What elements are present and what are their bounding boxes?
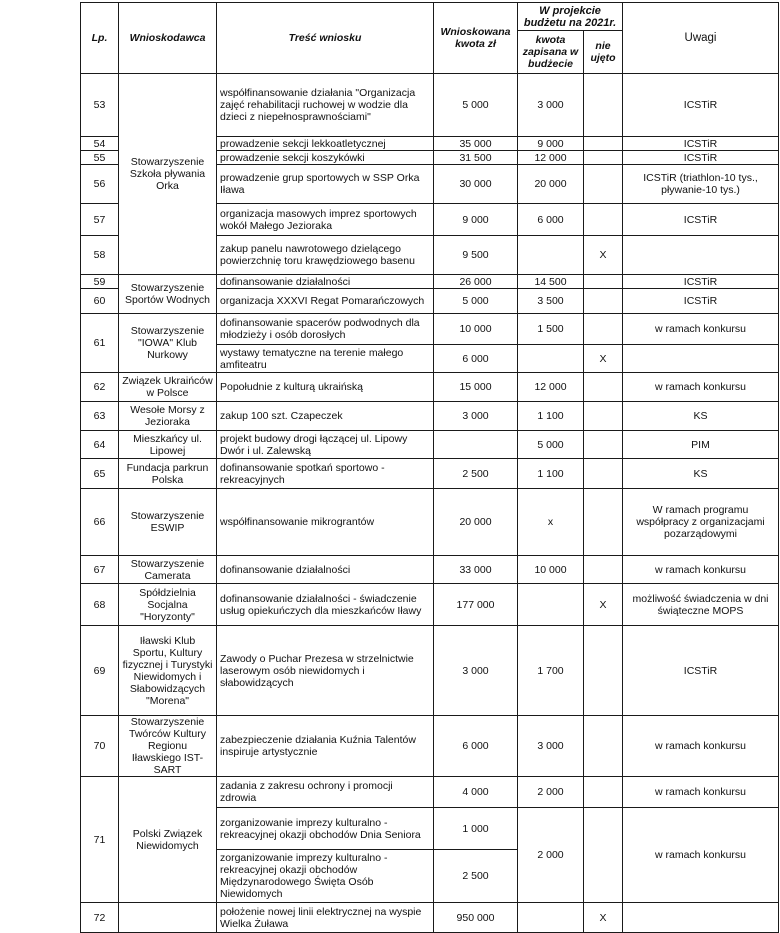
header-requested: Wnioskowana kwota zł	[434, 3, 518, 74]
lp-cell: 69	[81, 626, 119, 716]
lp-cell: 60	[81, 289, 119, 314]
lp-cell: 67	[81, 556, 119, 584]
not-included-cell	[584, 626, 623, 716]
notes-cell: w ramach konkursu	[623, 716, 779, 777]
lp-cell: 64	[81, 431, 119, 459]
notes-cell: PIM	[623, 431, 779, 459]
notes-cell: ICSTiR	[623, 137, 779, 151]
budget-cell: 9 000	[518, 137, 584, 151]
content-cell: położenie nowej linii elektrycznej na wyspie Wielka Żuława	[217, 903, 434, 933]
content-cell: dofinansowanie spotkań sportowo - rekreacyjnych	[217, 459, 434, 489]
budget-cell: 2 000	[518, 777, 584, 808]
content-cell: zakup 100 szt. Czapeczek	[217, 402, 434, 431]
not-included-cell	[584, 289, 623, 314]
not-included-cell	[584, 777, 623, 808]
applicant-cell: Stowarzyszenie Camerata	[119, 556, 217, 584]
applicant-cell: Fundacja parkrun Polska	[119, 459, 217, 489]
notes-cell: ICSTiR	[623, 275, 779, 289]
lp-cell: 53	[81, 74, 119, 137]
budget-requests-table	[80, 2, 779, 933]
not-included-cell	[584, 716, 623, 777]
budget-cell: 12 000	[518, 373, 584, 402]
not-included-cell	[584, 808, 623, 903]
applicant-cell: Stowarzyszenie Twórców Kultury Regionu Iławskiego IST-SART	[119, 716, 217, 777]
table-row	[81, 275, 779, 289]
applicant-cell: Mieszkańcy ul. Lipowej	[119, 431, 217, 459]
header-budget-group: W projekcie budżetu na 2021r.	[518, 3, 623, 31]
applicant-cell: Iławski Klub Sportu, Kultury fizycznej i Turystyki Niewidomych i Słabowidzących "Morena"	[119, 626, 217, 716]
content-cell: Popołudnie z kulturą ukraińską	[217, 373, 434, 402]
header-applicant: Wnioskodawca	[119, 3, 217, 74]
notes-cell	[623, 345, 779, 373]
budget-cell: 3 500	[518, 289, 584, 314]
applicant-cell	[119, 903, 217, 933]
applicant-cell: Polski Związek Niewidomych	[119, 777, 217, 903]
requested-cell: 6 000	[434, 716, 518, 777]
not-included-cell: X	[584, 584, 623, 626]
content-cell: organizacja XXXVI Regat Pomarańczowych	[217, 289, 434, 314]
content-cell: zorganizowanie imprezy kulturalno - rekreacyjnej okazji obchodów Dnia Seniora	[217, 808, 434, 850]
budget-cell	[518, 345, 584, 373]
lp-cell: 59	[81, 275, 119, 289]
not-included-cell	[584, 165, 623, 204]
requested-cell: 1 000	[434, 808, 518, 850]
budget-cell: 1 100	[518, 459, 584, 489]
applicant-cell: Spółdzielnia Socjalna "Horyzonty"	[119, 584, 217, 626]
requested-cell: 9 000	[434, 204, 518, 236]
budget-cell: 10 000	[518, 556, 584, 584]
table-row	[81, 373, 779, 402]
applicant-cell: Związek Ukraińców w Polsce	[119, 373, 217, 402]
notes-cell: w ramach konkursu	[623, 556, 779, 584]
table-row	[81, 556, 779, 584]
budget-cell: x	[518, 489, 584, 556]
not-included-cell	[584, 151, 623, 165]
requested-cell: 2 500	[434, 850, 518, 903]
content-cell: prowadzenie grup sportowych w SSP Orka Iława	[217, 165, 434, 204]
requested-cell: 20 000	[434, 489, 518, 556]
header-content: Treść wniosku	[217, 3, 434, 74]
applicant-cell: Stowarzyszenie ESWIP	[119, 489, 217, 556]
notes-cell: w ramach konkursu	[623, 373, 779, 402]
budget-cell: 1 100	[518, 402, 584, 431]
content-cell: prowadzenie sekcji koszykówki	[217, 151, 434, 165]
requested-cell: 6 000	[434, 345, 518, 373]
content-cell: prowadzenie sekcji lekkoatletycznej	[217, 137, 434, 151]
lp-cell: 58	[81, 236, 119, 275]
table-row	[81, 626, 779, 716]
notes-cell: ICSTiR	[623, 626, 779, 716]
lp-cell: 65	[81, 459, 119, 489]
not-included-cell	[584, 204, 623, 236]
not-included-cell	[584, 137, 623, 151]
budget-cell: 3 000	[518, 74, 584, 137]
requested-cell: 33 000	[434, 556, 518, 584]
requested-cell: 35 000	[434, 137, 518, 151]
lp-cell: 72	[81, 903, 119, 933]
notes-cell: ICSTiR	[623, 204, 779, 236]
lp-cell: 56	[81, 165, 119, 204]
notes-cell: ICSTiR	[623, 289, 779, 314]
lp-cell: 68	[81, 584, 119, 626]
lp-cell: 55	[81, 151, 119, 165]
table-row	[81, 777, 779, 808]
lp-cell: 70	[81, 716, 119, 777]
notes-cell: W ramach programu współpracy z organizacjami pozarządowymi	[623, 489, 779, 556]
requested-cell: 5 000	[434, 74, 518, 137]
lp-cell: 54	[81, 137, 119, 151]
budget-cell: 5 000	[518, 431, 584, 459]
table-row	[81, 903, 779, 933]
header-row	[81, 3, 779, 31]
not-included-cell	[584, 431, 623, 459]
table-row	[81, 74, 779, 137]
applicant-cell: Wesołe Morsy z Jezioraka	[119, 402, 217, 431]
table-row	[81, 402, 779, 431]
table-row	[81, 431, 779, 459]
not-included-cell	[584, 275, 623, 289]
budget-cell: 1 500	[518, 314, 584, 345]
content-cell: Zawody o Puchar Prezesa w strzelnictwie laserowym osób niewidomych i słabowidzących	[217, 626, 434, 716]
requested-cell: 9 500	[434, 236, 518, 275]
lp-cell: 57	[81, 204, 119, 236]
requested-cell: 26 000	[434, 275, 518, 289]
content-cell: dofinansowanie działalności	[217, 556, 434, 584]
notes-cell: w ramach konkursu	[623, 777, 779, 808]
budget-cell: 3 000	[518, 716, 584, 777]
requested-cell	[434, 431, 518, 459]
applicant-cell: Stowarzyszenie "IOWA" Klub Nurkowy	[119, 314, 217, 373]
table-row	[81, 314, 779, 345]
content-cell: współfinansowanie działania "Organizacja zajęć rehabilitacji ruchowej w wodzie dla dzieci z niepełnosprawnościami"	[217, 74, 434, 137]
header-notes: Uwagi	[623, 3, 779, 74]
content-cell: projekt budowy drogi łączącej ul. Lipowy Dwór i ul. Zalewską	[217, 431, 434, 459]
requested-cell: 2 500	[434, 459, 518, 489]
lp-cell: 63	[81, 402, 119, 431]
table-row	[81, 584, 779, 626]
not-included-cell	[584, 459, 623, 489]
budget-cell: 14 500	[518, 275, 584, 289]
header-not-included: nie ujęto	[584, 31, 623, 74]
not-included-cell	[584, 402, 623, 431]
budget-cell: 12 000	[518, 151, 584, 165]
content-cell: zorganizowanie imprezy kulturalno - rekreacyjnej okazji obchodów Międzynarodowego Święta Osób Niewidomych	[217, 850, 434, 903]
notes-cell: w ramach konkursu	[623, 314, 779, 345]
lp-cell: 61	[81, 314, 119, 373]
notes-cell: możliwość świadczenia w dni świąteczne MOPS	[623, 584, 779, 626]
lp-cell: 62	[81, 373, 119, 402]
requested-cell: 10 000	[434, 314, 518, 345]
requested-cell: 4 000	[434, 777, 518, 808]
header-lp: Lp.	[81, 3, 119, 74]
notes-cell: ICSTiR (triathlon-10 tys., pływanie-10 tys.)	[623, 165, 779, 204]
requested-cell: 30 000	[434, 165, 518, 204]
lp-cell: 66	[81, 489, 119, 556]
lp-cell: 71	[81, 777, 119, 903]
budget-cell	[518, 236, 584, 275]
applicant-cell: Stowarzyszenie Sportów Wodnych	[119, 275, 217, 314]
notes-cell: KS	[623, 459, 779, 489]
budget-cell: 2 000	[518, 808, 584, 903]
budget-cell: 6 000	[518, 204, 584, 236]
content-cell: wystawy tematyczne na terenie małego amfiteatru	[217, 345, 434, 373]
table-row	[81, 716, 779, 777]
budget-cell: 20 000	[518, 165, 584, 204]
not-included-cell	[584, 373, 623, 402]
budget-cell	[518, 584, 584, 626]
notes-cell	[623, 903, 779, 933]
header-amount-in-budget: kwota zapisana w budżecie	[518, 31, 584, 74]
budget-cell: 1 700	[518, 626, 584, 716]
notes-cell: ICSTiR	[623, 151, 779, 165]
content-cell: organizacja masowych imprez sportowych wokół Małego Jezioraka	[217, 204, 434, 236]
content-cell: współfinansowanie mikrograntów	[217, 489, 434, 556]
table-row	[81, 459, 779, 489]
requested-cell: 15 000	[434, 373, 518, 402]
content-cell: dofinansowanie działalności - świadczenie usług opiekuńczych dla mieszkańców Iławy	[217, 584, 434, 626]
not-included-cell: X	[584, 345, 623, 373]
budget-cell	[518, 903, 584, 933]
requested-cell: 3 000	[434, 626, 518, 716]
content-cell: zabezpieczenie działania Kuźnia Talentów inspiruje artystycznie	[217, 716, 434, 777]
requested-cell: 3 000	[434, 402, 518, 431]
requested-cell: 5 000	[434, 289, 518, 314]
notes-cell	[623, 236, 779, 275]
not-included-cell	[584, 314, 623, 345]
notes-cell: KS	[623, 402, 779, 431]
notes-cell: ICSTiR	[623, 74, 779, 137]
not-included-cell	[584, 556, 623, 584]
notes-cell: w ramach konkursu	[623, 808, 779, 903]
not-included-cell: X	[584, 236, 623, 275]
not-included-cell: X	[584, 903, 623, 933]
content-cell: zakup panelu nawrotowego dzielącego powierzchnię toru krawędziowego basenu	[217, 236, 434, 275]
requested-cell: 31 500	[434, 151, 518, 165]
not-included-cell	[584, 489, 623, 556]
requested-cell: 950 000	[434, 903, 518, 933]
requested-cell: 177 000	[434, 584, 518, 626]
content-cell: zadania z zakresu ochrony i promocji zdrowia	[217, 777, 434, 808]
content-cell: dofinansowanie spacerów podwodnych dla młodzieży i osób dorosłych	[217, 314, 434, 345]
not-included-cell	[584, 74, 623, 137]
content-cell: dofinansowanie działalności	[217, 275, 434, 289]
table-row	[81, 489, 779, 556]
applicant-cell: Stowarzyszenie Szkoła pływania Orka	[119, 74, 217, 275]
